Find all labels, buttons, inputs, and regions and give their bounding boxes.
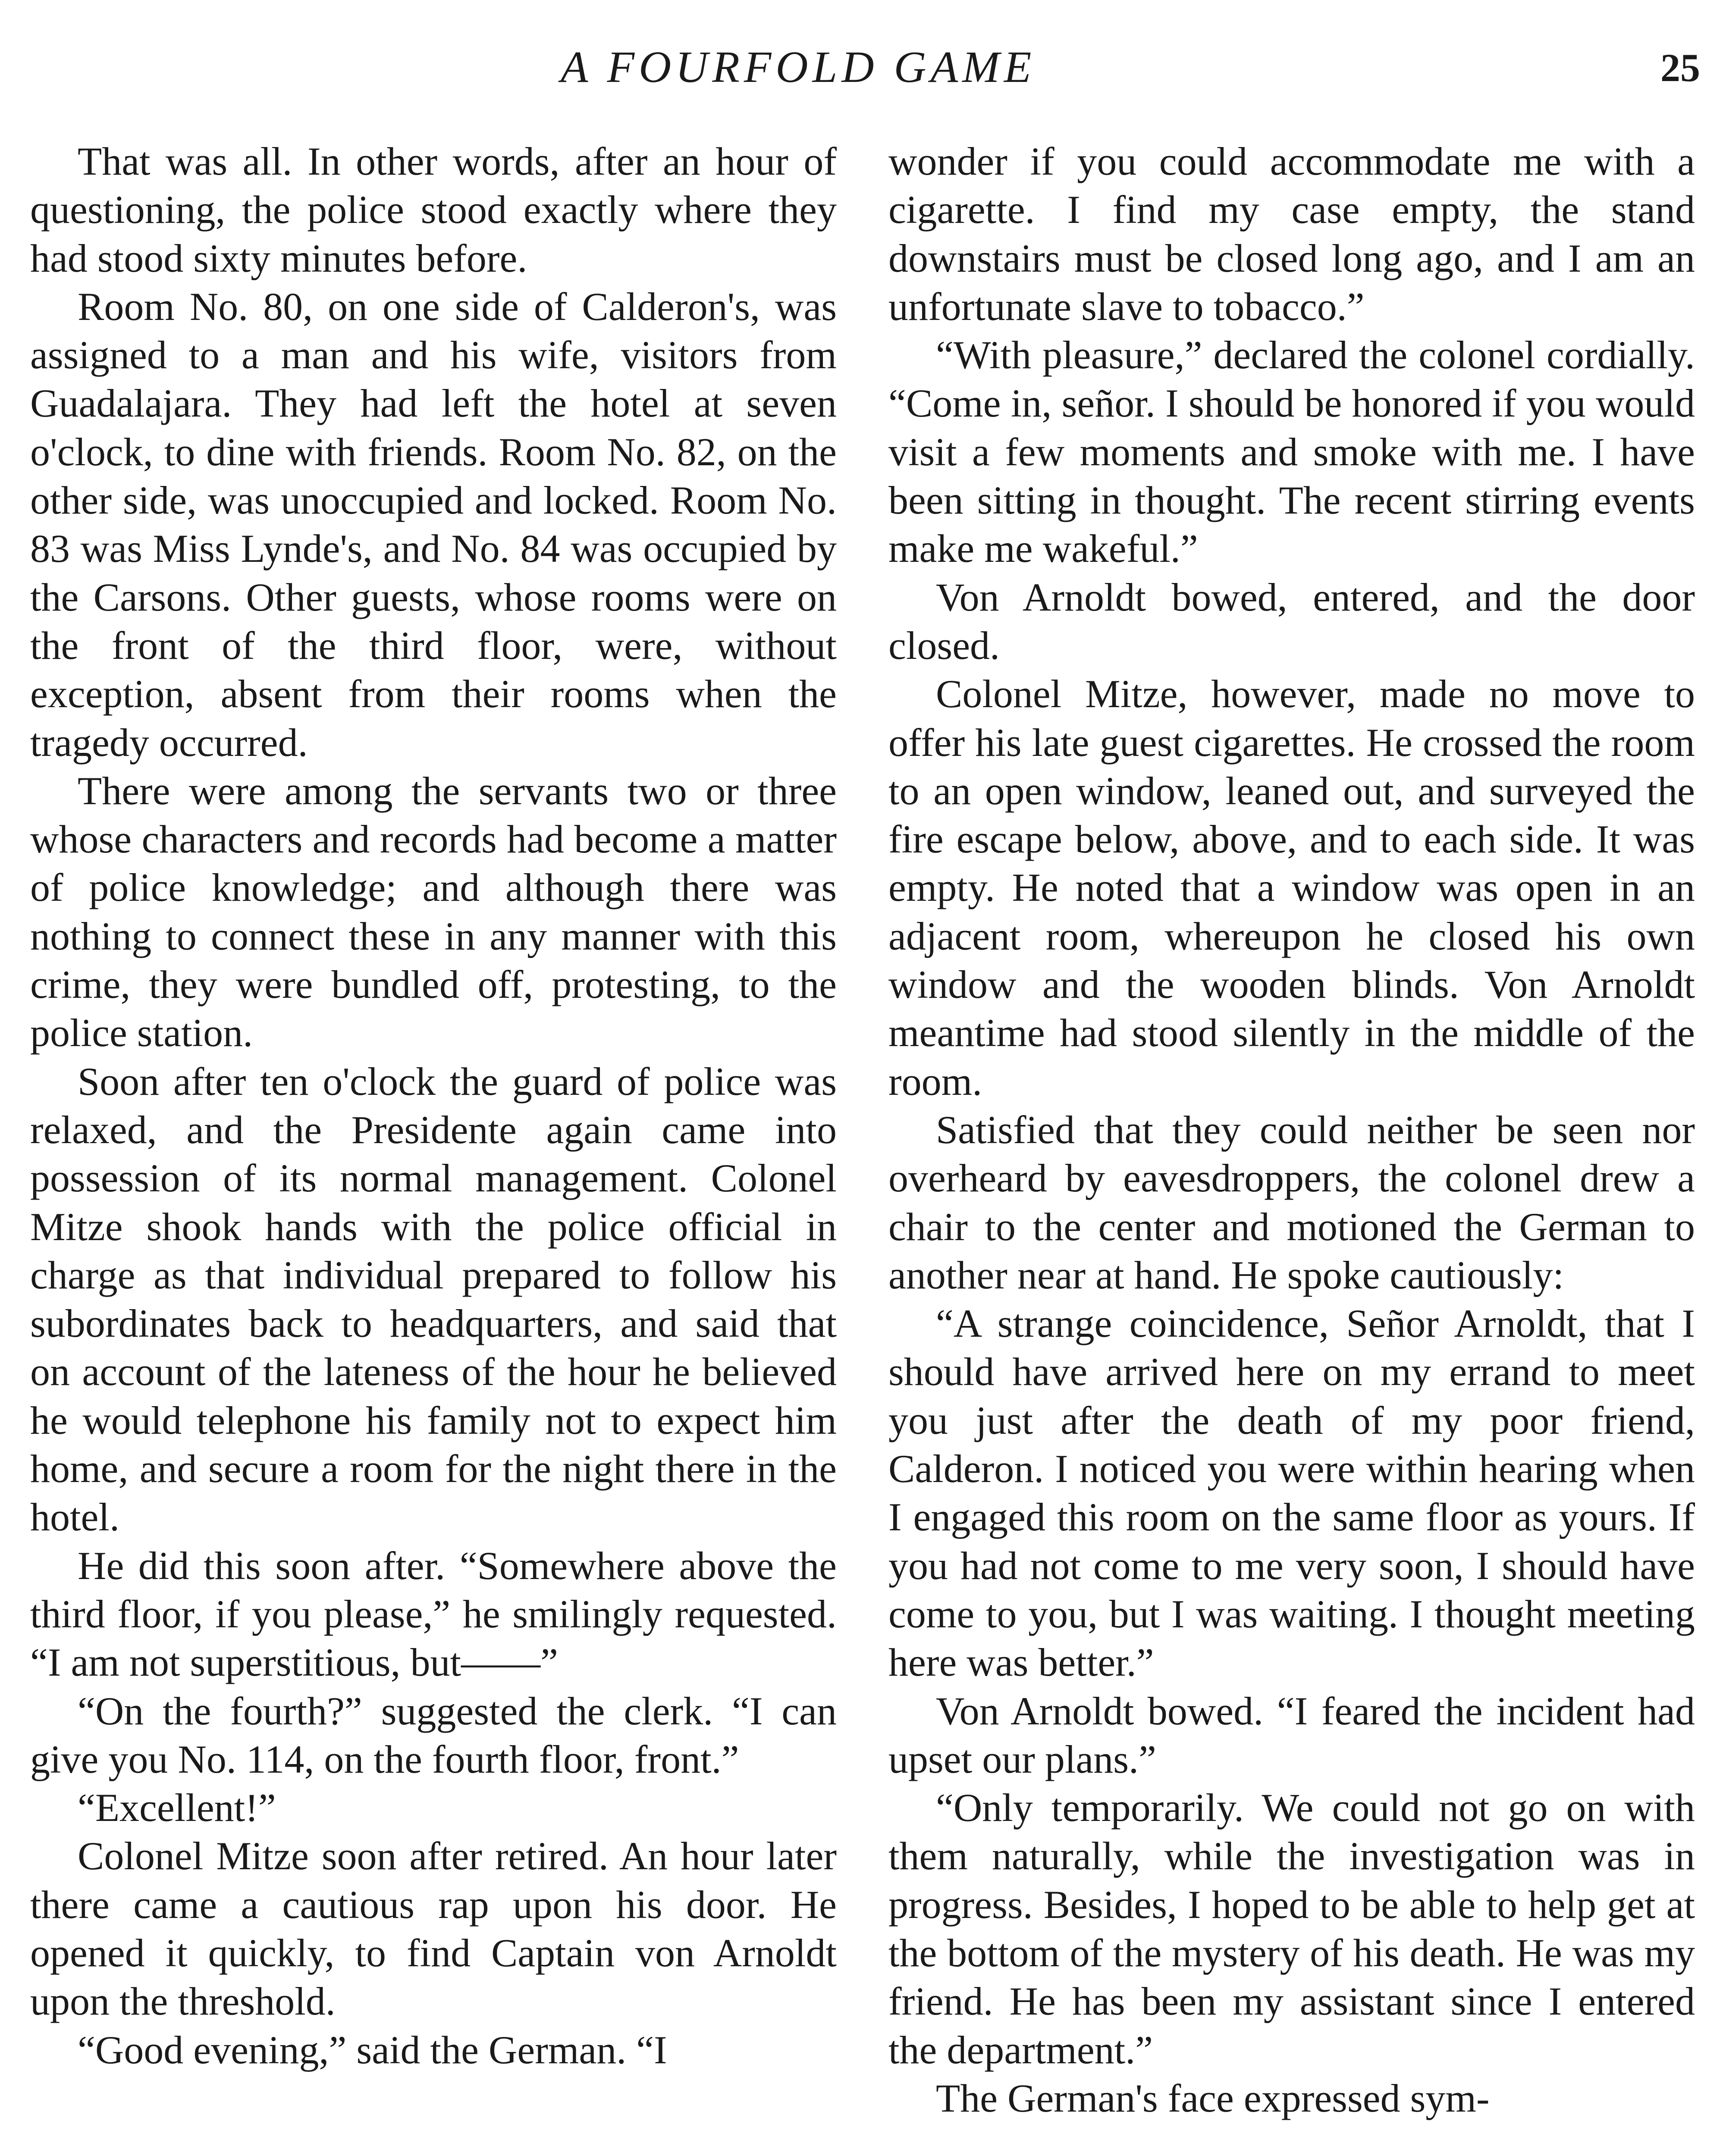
right-column (888, 137, 1695, 2122)
paragraph: “A strange coincidence, Señor Arnoldt, that I should have arrived here on my errand to meet you just after the death of my poor friend, Calderon. I noticed you were within hearing when I engaged this room on the same floor as yours. If you had not come to me very soon, I should have come to you, but I was waiting. I thought meeting here was better.” (888, 1301, 1695, 1685)
paragraph: “Only temporarily. We could not go on with them naturally, while the investigation was in progress. Besides, I hoped to be able to help get at the bottom of the mystery of his death. He was my friend. He has been my assistant since I entered the department.” (888, 1786, 1695, 2072)
paragraph: The German's face expressed sym- (936, 2076, 1490, 2120)
left-column (30, 137, 837, 2074)
paragraph: Von Arnoldt bowed, entered, and the door closed. (888, 575, 1695, 667)
paragraph: Room No. 80, on one side of Calderon's, was assigned to a man and his wife, visitors from Guadalajara. They had left the hotel at seven o'clock, to dine with friends. Room No. 82, on the other side, was unoccupied and locked. Room No. 83 was Miss Lynde's, and No. 84 was occupied by the Carsons. Other guests, whose rooms were on the front of the third floor, were, without exception, absent from their rooms when the tragedy occurred. (30, 284, 837, 765)
paragraph: Von Arnoldt bowed. “I feared the incident had upset our plans.” (888, 1689, 1695, 1781)
paragraph-continuation: wonder if you could accommodate me with a cigarette. I find my case empty, the stand downstairs must be closed long ago, and I am an unfortunate slave to tobacco.” (888, 139, 1695, 329)
paragraph: Colonel Mitze, however, made no move to offer his late guest cigarettes. He crossed the room to an open window, leaned out, and surveyed the fire escape below, above, and to each side. It was empty. He noted that a window was open in an adjacent room, whereupon he closed his own window and the wooden blinds. Von Arnoldt meantime had stood silently in the middle of the room. (888, 672, 1695, 1103)
paragraph: That was all. In other words, after an hour of questioning, the police stood exactly where they had stood sixty minutes before. (30, 139, 837, 280)
paragraph: “On the fourth?” suggested the clerk. “I can give you No. 114, on the fourth floor, front.” (30, 1689, 837, 1781)
paragraph: “Good evening,” said the German. “I (78, 2028, 667, 2072)
paragraph: Colonel Mitze soon after retired. An hour later there came a cautious rap upon his door. He opened it quickly, to find Captain von Arnoldt upon the threshold. (30, 1834, 837, 2024)
paragraph: “With pleasure,” declared the colonel cordially. “Come in, señor. I should be honored if you would visit a few moments and smoke with me. I have been sitting in thought. The recent stirring events make me wakeful.” (888, 333, 1695, 571)
paragraph: “Excellent!” (78, 1786, 276, 1830)
paragraph: There were among the servants two or three whose characters and records had become a matter of police knowledge; and although there was nothing to connect these in any manner with this crime, they were bundled off, protesting, to the police station. (30, 768, 837, 1055)
running-head (0, 41, 1726, 102)
paragraph: He did this soon after. “Somewhere above the third floor, if you please,” he smilingly requested. “I am not superstitious, but——” (30, 1543, 837, 1685)
page-number: 25 (1660, 46, 1700, 90)
paragraph: Soon after ten o'clock the guard of police was relaxed, and the Presidente again came into possession of its normal management. Colonel Mitze shook hands with the police official in charge as that individual prepared to follow his subordinates back to headquarters, and said that on account of the lateness of the hour he believed he would telephone his family not to expect him home, and secure a room for the night there in the hotel. (30, 1059, 837, 1539)
paragraph: Satisfied that they could neither be seen nor overheard by eavesdroppers, the colonel drew a chair to the center and motioned the German to another near at hand. He spoke cautiously: (888, 1107, 1695, 1297)
running-title: A FOURFOLD GAME (561, 42, 1036, 92)
